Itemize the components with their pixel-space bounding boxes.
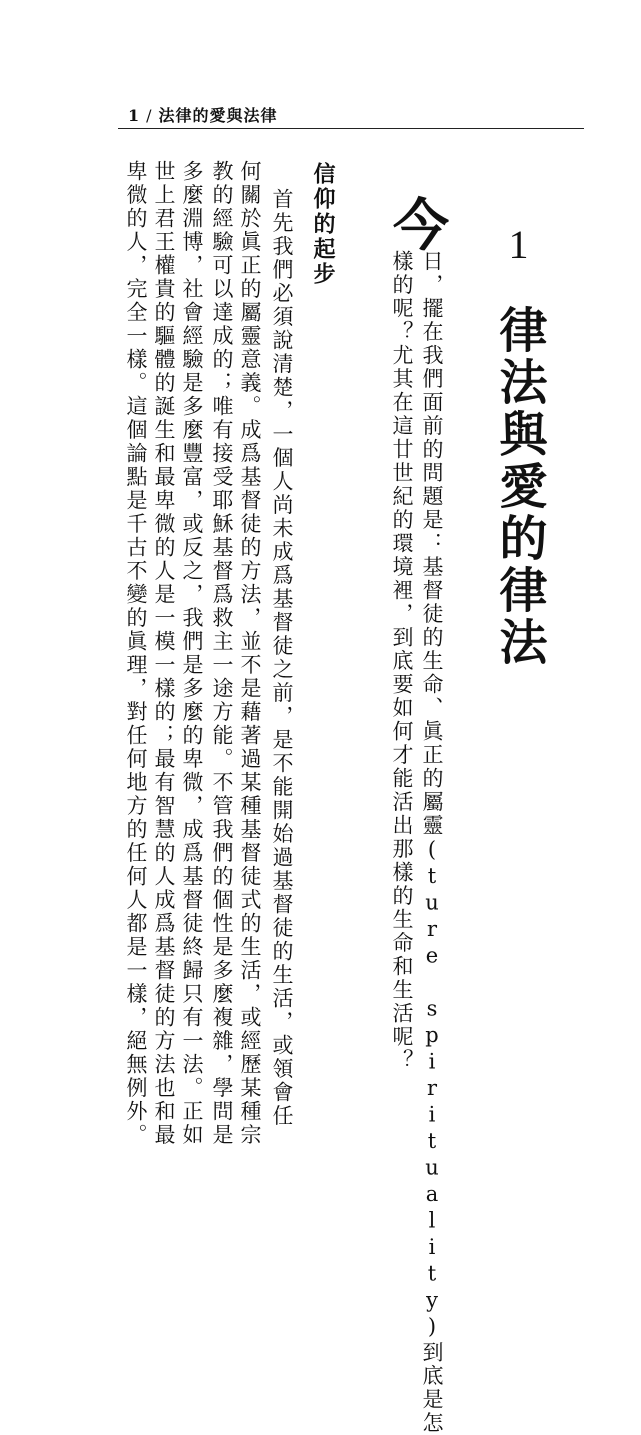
intro-line: 樣的呢？尤其在這廿世紀的環境裡，到底要如何才能活出那樣的生命和生活呢？ — [390, 250, 414, 1073]
intro-line: 日，擺在我們面前的問題是：基督徒的生命、眞正的屬靈(ture spirituality)到底是怎 — [420, 250, 444, 1435]
page-number: 1 — [128, 106, 141, 125]
section-heading: 信仰的起步 — [310, 162, 336, 287]
body-column: 何關於眞正的屬靈意義。成爲基督徒的方法，並不是藉著過某種基督徒式的生活，或經歷某種宗 — [238, 160, 262, 1147]
header-separator: / — [146, 106, 153, 125]
drop-cap: 今 — [393, 193, 449, 259]
body-column: 教的經驗可以達成的；唯有接受耶穌基督爲救主一途方能。不管我們的個性是多麼複雜，學問是 — [210, 160, 234, 1147]
body-column: 卑微的人，完全一樣。這個論點是千古不變的眞理，對任何地方的任何人都是一樣，絕無例外。 — [124, 160, 148, 1147]
chapter-number: 1 — [496, 222, 541, 267]
running-title: 法律的愛與法律 — [158, 106, 278, 125]
chapter-title: 律法與愛的律法 — [491, 305, 547, 669]
running-header — [128, 103, 278, 126]
body-column: 首先我們必須說清楚，一個人尚未成爲基督徒之前，是不能開始過基督徒的生活，或領會任 — [270, 188, 294, 1128]
header-rule — [118, 128, 584, 129]
body-column: 多麼淵博，社會經驗是多麼豐富，或反之，我們是多麼的卑微，成爲基督徒終歸只有一法。正如 — [180, 160, 204, 1147]
body-column: 世上君王權貴的驅體的誕生和最卑微的人是一模一樣的；最有智慧的人成爲基督徒的方法也和最 — [152, 160, 176, 1147]
